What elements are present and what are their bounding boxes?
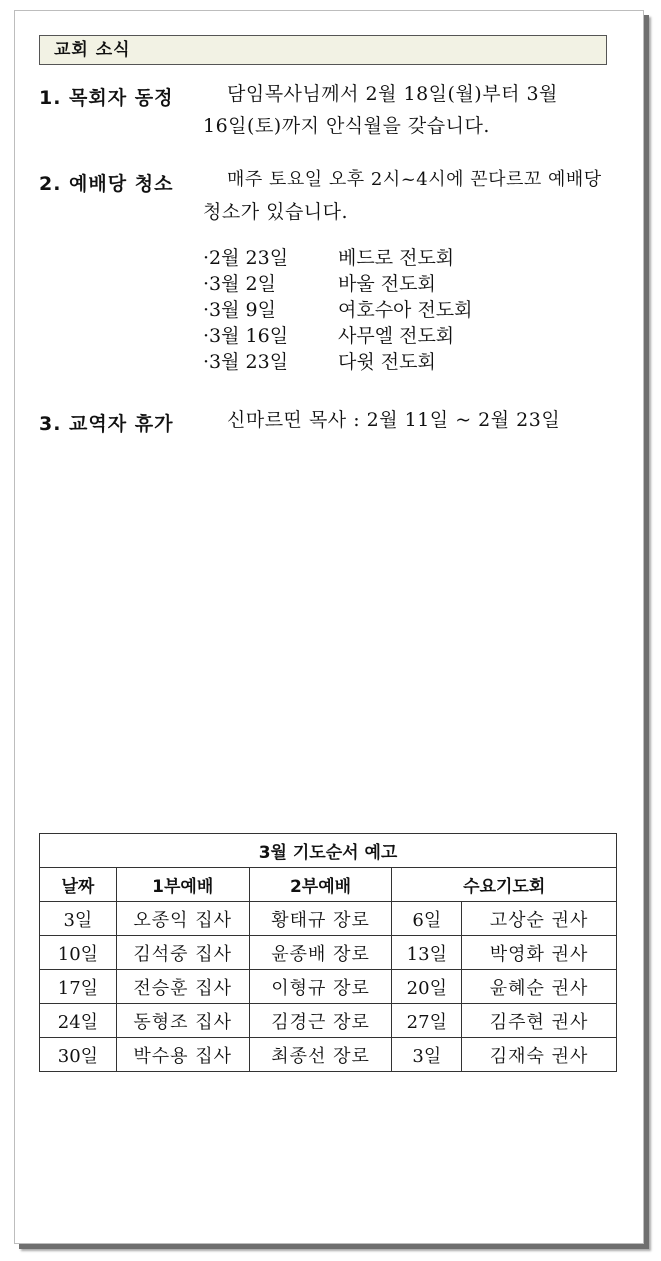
schedule-date: ·3월 2일 (203, 273, 276, 295)
schedule-group: 베드로 전도회 (338, 247, 455, 269)
cell-date: 3일 (40, 902, 117, 936)
cell-wed-name: 고상순 권사 (462, 902, 617, 936)
cell-service-1: 전승훈 집사 (116, 970, 249, 1004)
table-row (40, 902, 617, 936)
table-row (40, 970, 617, 1004)
cell-service-1: 동형조 집사 (116, 1004, 249, 1038)
schedule-row (203, 349, 473, 375)
cell-service-2: 이형규 장로 (249, 970, 392, 1004)
item-1-line-1: 담임목사님께서 2월 18일(월)부터 3월 (227, 83, 558, 105)
schedule-date: ·3월 9일 (203, 299, 276, 321)
item-2-line-1: 매주 토요일 오후 2시~4시에 꼰다르꼬 예배당 (227, 169, 602, 190)
item-2-title: 2. 예배당 청소 (39, 173, 174, 195)
cell-date: 10일 (40, 936, 117, 970)
table-header-row (40, 868, 617, 902)
item-1-line-2: 16일(토)까지 안식월을 갖습니다. (203, 115, 490, 137)
schedule-group: 바울 전도회 (338, 273, 436, 295)
table-caption-row (40, 834, 617, 868)
schedule-group: 사무엘 전도회 (338, 325, 455, 347)
cell-wed-date: 27일 (392, 1004, 462, 1038)
item-3-title: 3. 교역자 휴가 (39, 413, 174, 435)
table-row (40, 1004, 617, 1038)
table-row (40, 936, 617, 970)
item-1-title: 1. 목회자 동정 (39, 87, 174, 109)
bulletin-page (14, 10, 644, 1244)
schedule-group: 여호수아 전도회 (338, 299, 473, 321)
cell-service-2: 김경근 장로 (249, 1004, 392, 1038)
cell-date: 30일 (40, 1038, 117, 1072)
prayer-schedule-table (39, 833, 617, 1072)
schedule-date: ·3월 16일 (203, 325, 289, 347)
schedule-row (203, 323, 473, 349)
cell-wed-date: 13일 (392, 936, 462, 970)
cell-service-2: 황태규 장로 (249, 902, 392, 936)
cell-wed-date: 20일 (392, 970, 462, 1004)
schedule-date: ·3월 23일 (203, 351, 289, 373)
header-date: 날짜 (40, 868, 117, 902)
schedule-row (203, 271, 473, 297)
schedule-date: ·2월 23일 (203, 247, 289, 269)
header-service-2: 2부예배 (249, 868, 392, 902)
cell-wed-date: 6일 (392, 902, 462, 936)
schedule-row (203, 297, 473, 323)
cell-service-1: 오종익 집사 (116, 902, 249, 936)
cell-date: 17일 (40, 970, 117, 1004)
cleaning-schedule (203, 245, 473, 375)
section-header: 교회 소식 (39, 35, 607, 65)
cell-service-1: 박수용 집사 (116, 1038, 249, 1072)
cell-wed-date: 3일 (392, 1038, 462, 1072)
table-caption: 3월 기도순서 예고 (40, 834, 617, 868)
cell-wed-name: 박영화 권사 (462, 936, 617, 970)
table-row (40, 1038, 617, 1072)
cell-wed-name: 김재숙 권사 (462, 1038, 617, 1072)
item-2-line-2: 청소가 있습니다. (203, 201, 349, 223)
header-service-1: 1부예배 (116, 868, 249, 902)
cell-wed-name: 윤혜순 권사 (462, 970, 617, 1004)
cell-wed-name: 김주현 권사 (462, 1004, 617, 1038)
cell-service-2: 최종선 장로 (249, 1038, 392, 1072)
cell-service-2: 윤종배 장로 (249, 936, 392, 970)
header-wednesday: 수요기도회 (392, 868, 617, 902)
cell-service-1: 김석중 집사 (116, 936, 249, 970)
item-3-line-1: 신마르띤 목사 : 2월 11일 ~ 2월 23일 (227, 409, 561, 431)
schedule-row (203, 245, 473, 271)
cell-date: 24일 (40, 1004, 117, 1038)
schedule-group: 다윗 전도회 (338, 351, 436, 373)
